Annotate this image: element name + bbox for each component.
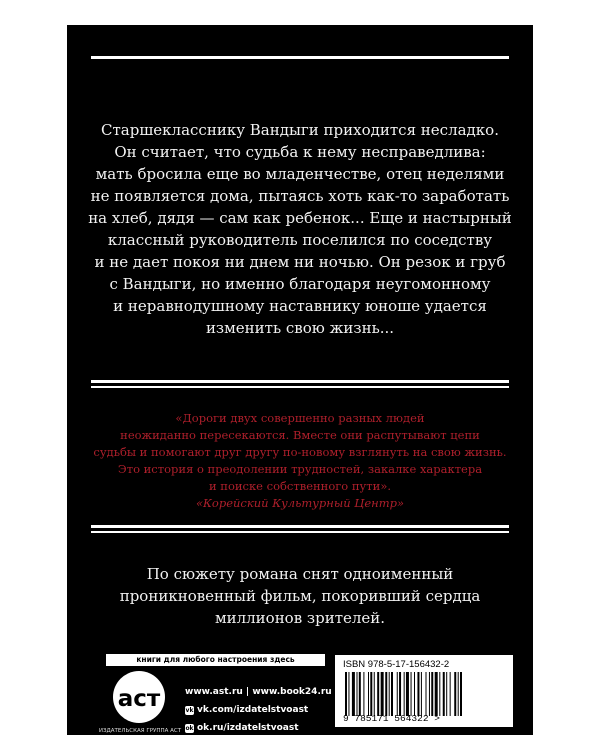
back-cover	[67, 25, 533, 735]
publisher-name: ИЗДАТЕЛЬСКАЯ ГРУППА АСТ	[98, 728, 182, 734]
blurb-line: не появляется дома, пытаясь хоть как-то заработать	[90, 187, 510, 205]
isbn-barcode-box	[335, 655, 513, 727]
blurb-line: мать бросила еще во младенчестве, отец неделями	[95, 165, 505, 183]
ast-logo	[107, 670, 171, 728]
blurb-line: классный руководитель поселился по соседству	[107, 231, 493, 249]
film-note-line: проникновенный фильм, покоривший сердца	[119, 587, 481, 605]
isbn-label: ISBN 978-5-17-156432-2	[343, 659, 450, 670]
blurb-line: и неравнодушному наставнику юноше удается	[113, 297, 487, 315]
blurb-line: на хлеб, дядя — сам как ребенок... Еще и настырный	[88, 209, 512, 227]
ean-number: 9 785171 564322 >	[343, 713, 440, 724]
quote-line: и поиске собственного пути».	[208, 479, 392, 493]
tagline: книги для любого настроения здесь	[106, 654, 325, 666]
review-quote	[87, 410, 513, 512]
publisher-links	[185, 683, 332, 735]
blurb-line: с Вандыги, но именно благодаря неугомонному	[109, 275, 491, 293]
film-note	[87, 563, 513, 629]
blurb-line: Старшекласснику Вандыги приходится несладко.	[101, 121, 499, 139]
vk-link[interactable]: vk.com/izdatelstvoast	[197, 705, 309, 715]
site-links[interactable]: www.ast.ru | www.book24.ru	[185, 687, 332, 697]
svg-text:аст: аст	[117, 686, 161, 712]
blurb-line: и не дает покоя ни днем ни ночью. Он резок и груб	[94, 253, 506, 271]
blurb-text	[87, 119, 513, 339]
quote-line: неожиданно пересекаются. Вместе они распутывают цепи	[120, 428, 480, 442]
quote-line: «Дороги двух совершенно разных людей	[175, 411, 425, 425]
divider-top	[91, 56, 509, 59]
ast-logo-icon	[107, 670, 171, 728]
ok-link-row[interactable]	[185, 719, 332, 735]
divider-quote-bottom-2	[91, 531, 509, 533]
divider-quote-top-2	[91, 386, 509, 388]
ok-link[interactable]: ok.ru/izdatelstvoast	[197, 723, 299, 733]
barcode-icon	[343, 672, 503, 716]
quote-line: судьбы и помогают друг другу по-новому взглянуть на свою жизнь.	[93, 445, 507, 459]
divider-quote-top-1	[91, 380, 509, 383]
film-note-line: По сюжету романа снят одноименный	[146, 565, 454, 583]
vk-icon: vk	[185, 706, 194, 714]
blurb-line: изменить свою жизнь...	[205, 319, 395, 337]
ok-icon: ok	[185, 724, 194, 732]
divider-quote-bottom-1	[91, 525, 509, 528]
film-note-line: миллионов зрителей.	[214, 609, 386, 627]
vk-link-row[interactable]	[185, 701, 332, 719]
blurb-line: Он считает, что судьба к нему несправедлива:	[114, 143, 486, 161]
quote-source: «Корейский Культурный Центр»	[195, 496, 405, 510]
quote-line: Это история о преодолении трудностей, закалке характера	[117, 462, 483, 476]
